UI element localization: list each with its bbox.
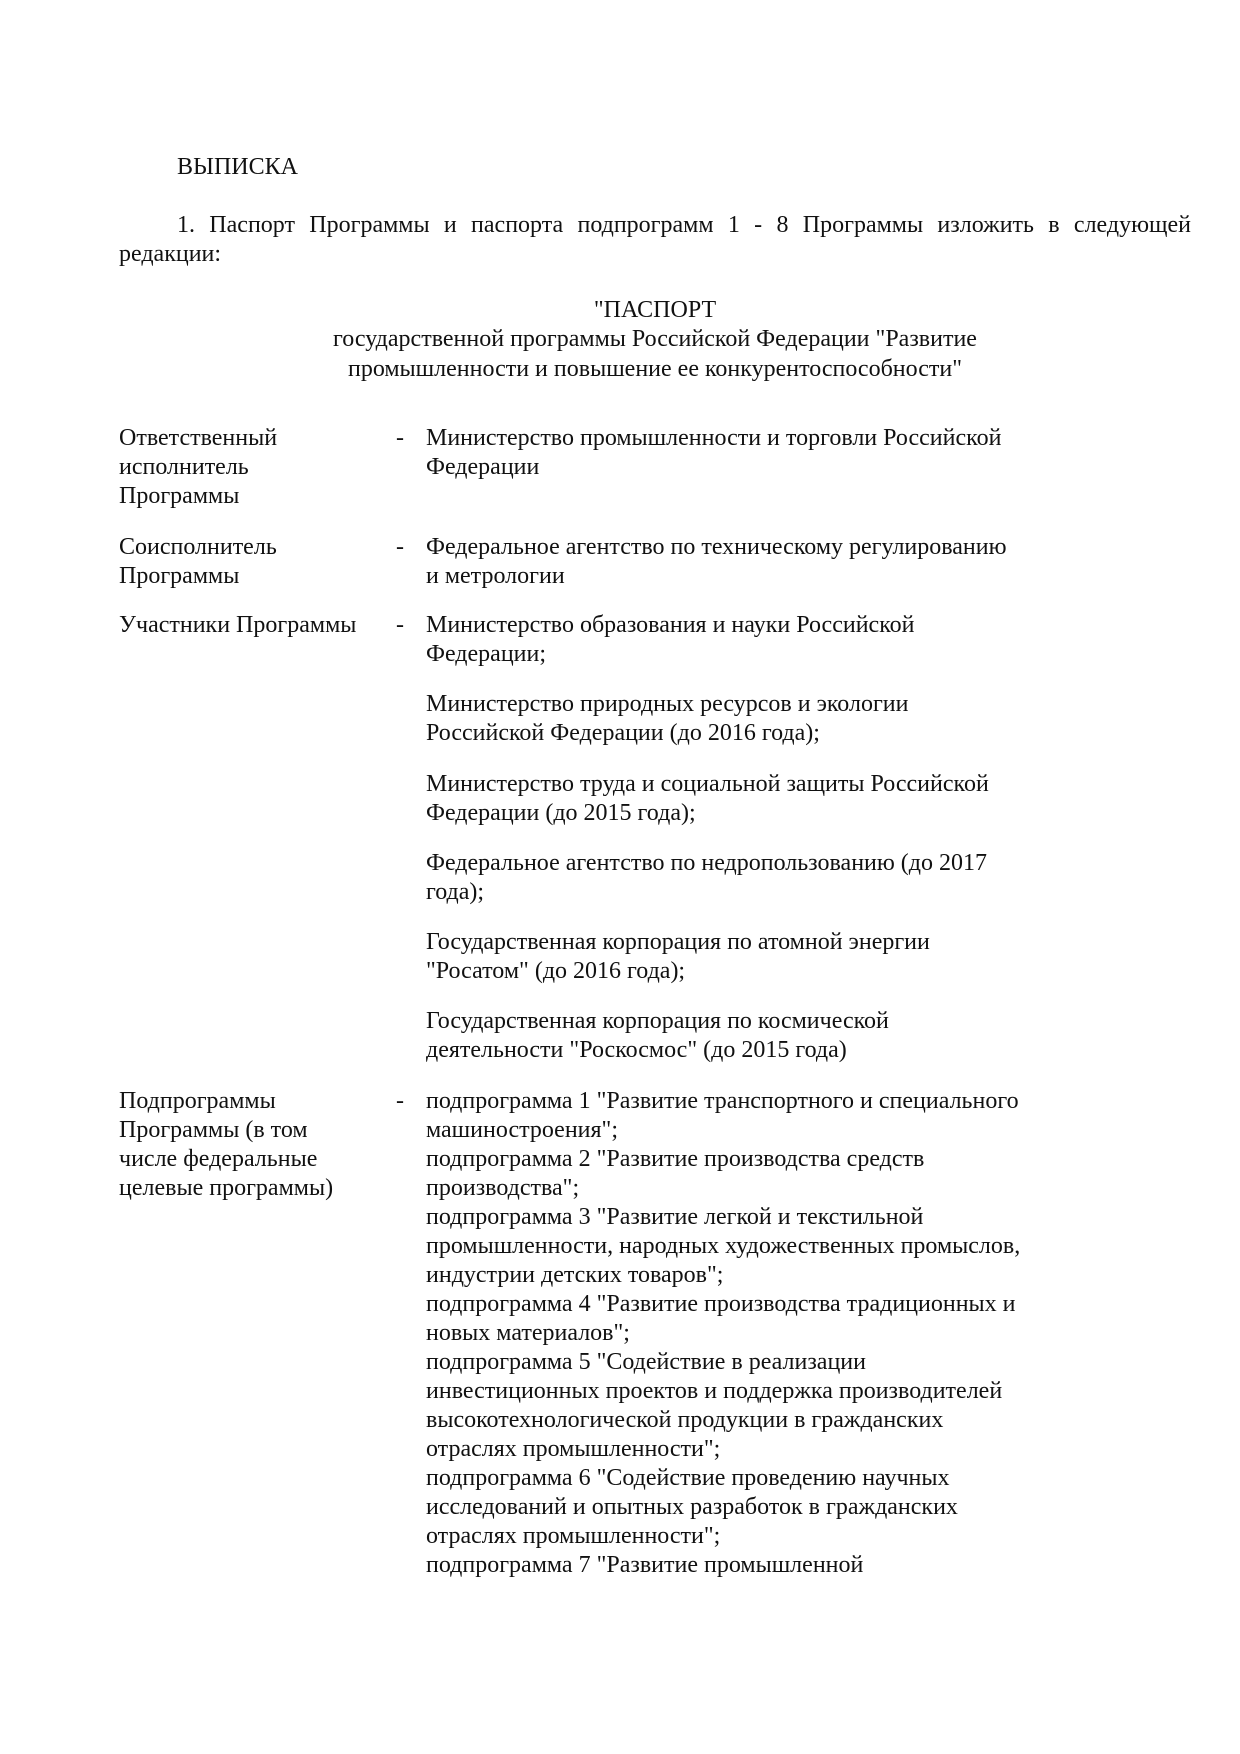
subprogram-item: подпрограмма 4 "Развитие производства традиционных и новых материалов"; <box>426 1291 1016 1346</box>
document-heading: ВЫПИСКА <box>177 154 298 180</box>
subprogram-list <box>426 1087 1206 1580</box>
row-dash: - <box>396 425 404 451</box>
subprogram-item: подпрограмма 5 "Содействие в реализации инвестиционных проектов и поддержка производителей высокотехнологической продукции в гражданских отраслях промышленности"; <box>426 1349 1003 1462</box>
row-label-participants: Участники Программы <box>119 612 357 638</box>
row-label-subprograms: Подпрограммы Программы (в том числе федеральные целевые программы) <box>119 1088 334 1201</box>
participant-item: Министерство образования и науки Российской Федерации; <box>426 612 915 667</box>
participant-item: Министерство труда и социальной защиты Российской Федерации (до 2015 года); <box>426 771 989 826</box>
participant-item: Федеральное агентство по недропользованию (до 2017 года); <box>426 850 988 905</box>
participant-item: Государственная корпорация по космической деятельности "Роскосмос" (до 2015 года) <box>426 1008 889 1063</box>
subprogram-item: подпрограмма 2 "Развитие производства средств производства"; <box>426 1146 925 1201</box>
row-dash: - <box>396 612 404 638</box>
participant-item: Государственная корпорация по атомной энергии "Росатом" (до 2016 года); <box>426 929 930 984</box>
row-label-co-executor: Соисполнитель Программы <box>119 534 277 589</box>
row-dash: - <box>396 534 404 560</box>
row-label-responsible: Ответственный исполнитель Программы <box>119 425 278 509</box>
subprogram-item: подпрограмма 3 "Развитие легкой и текстильной промышленности, народных художественных промыслов, индустрии детских товаров"; <box>426 1204 1021 1288</box>
subprogram-item: подпрограмма 7 "Развитие промышленной <box>426 1552 864 1578</box>
passport-subtitle-line-2: промышленности и повышение ее конкурентоспособности" <box>347 356 963 382</box>
paragraph-line-2: редакции: <box>119 241 222 267</box>
paragraph-line-1: 1. Паспорт Программы и паспорта подпрограмм 1 - 8 Программы изложить в следующей <box>177 212 1191 238</box>
passport-title: "ПАСПОРТ <box>593 297 717 323</box>
row-value: Федеральное агентство по техническому регулированию и метрологии <box>426 534 1007 589</box>
participant-item: Министерство природных ресурсов и экологии Российской Федерации (до 2016 года); <box>426 691 909 746</box>
row-value: Министерство промышленности и торговли Российской Федерации <box>426 425 1002 480</box>
row-dash: - <box>396 1088 404 1114</box>
passport-subtitle-line-1: государственной программы Российской Федерации "Развитие <box>333 326 977 352</box>
subprogram-item: подпрограмма 6 "Содействие проведению научных исследований и опытных разработок в гражданских отраслях промышленности"; <box>426 1465 958 1549</box>
subprogram-item: подпрограмма 1 "Развитие транспортного и специального машиностроения"; <box>426 1088 1019 1143</box>
